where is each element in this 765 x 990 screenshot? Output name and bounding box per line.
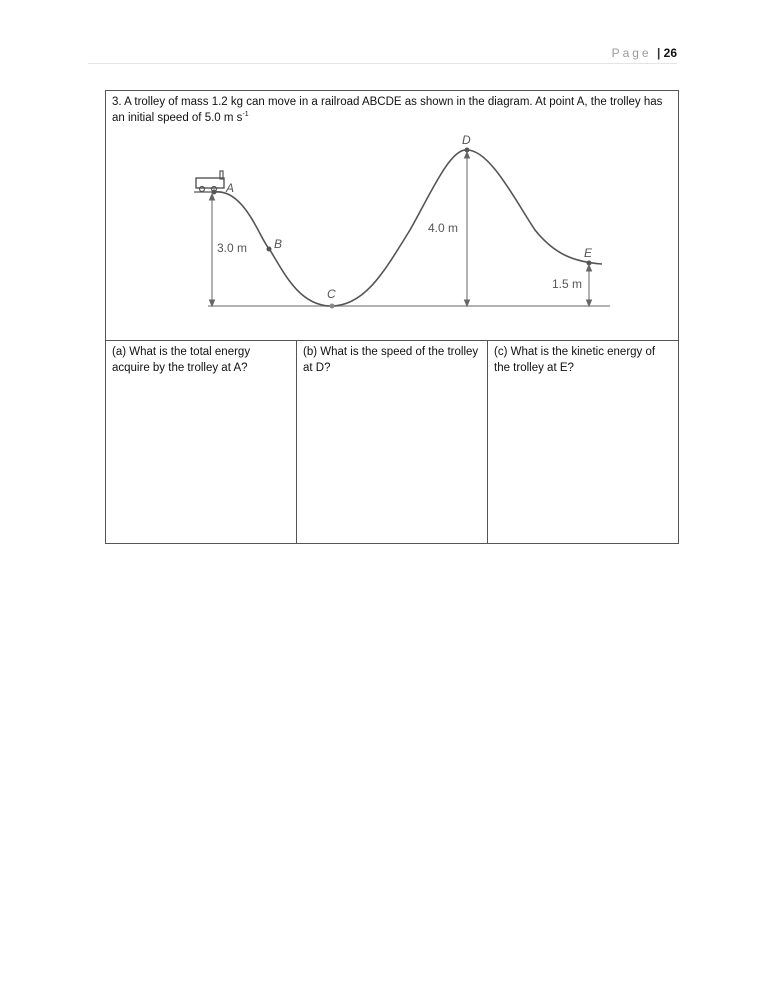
label-e: E <box>584 246 593 260</box>
height-label-d: 4.0 m <box>428 221 459 235</box>
page-number: 26 <box>663 46 677 60</box>
page-word: Page <box>611 46 652 60</box>
page-header <box>612 46 677 60</box>
sub-question-a-cell <box>106 341 297 544</box>
sub-question-b-cell <box>297 341 488 544</box>
height-arrow-d <box>465 152 470 306</box>
question-stem-cell <box>106 91 679 341</box>
label-d: D <box>462 133 471 147</box>
sub-question-c-label: (c) <box>494 346 508 358</box>
label-a: A <box>226 181 235 195</box>
question-stem <box>112 94 672 126</box>
sub-question-a-text: What is the total energy acquire by the trolley at A? <box>112 346 251 374</box>
track-curve <box>214 150 602 306</box>
question-text: A trolley of mass 1.2 kg can move in a railroad ABCDE as shown in the diagram. At point A, the trolley has an initial speed of 5.0 m s <box>112 96 663 124</box>
page-separator: | <box>656 46 661 60</box>
railroad-diagram <box>170 130 620 315</box>
label-c: C <box>327 287 336 301</box>
height-arrow-e <box>587 265 592 306</box>
header-rule <box>88 63 677 64</box>
height-label-e: 1.5 m <box>552 277 583 291</box>
height-arrow-a <box>210 194 215 306</box>
question-number: 3. <box>112 96 122 108</box>
sub-question-b-label: (b) <box>303 346 318 358</box>
trolley-icon <box>194 171 224 192</box>
sub-question-c-cell <box>488 341 679 544</box>
height-label-a: 3.0 m <box>217 241 248 255</box>
sub-question-a-label: (a) <box>112 346 127 358</box>
question-table <box>105 90 679 544</box>
point-b-marker <box>267 247 272 252</box>
sub-question-c-text: What is the kinetic energy of the trolley at E? <box>494 346 656 374</box>
point-c-marker <box>330 304 335 309</box>
sub-question-b-text: What is the speed of the trolley at D? <box>303 346 479 374</box>
label-b: B <box>274 237 283 251</box>
unit-superscript: -1 <box>242 111 249 119</box>
